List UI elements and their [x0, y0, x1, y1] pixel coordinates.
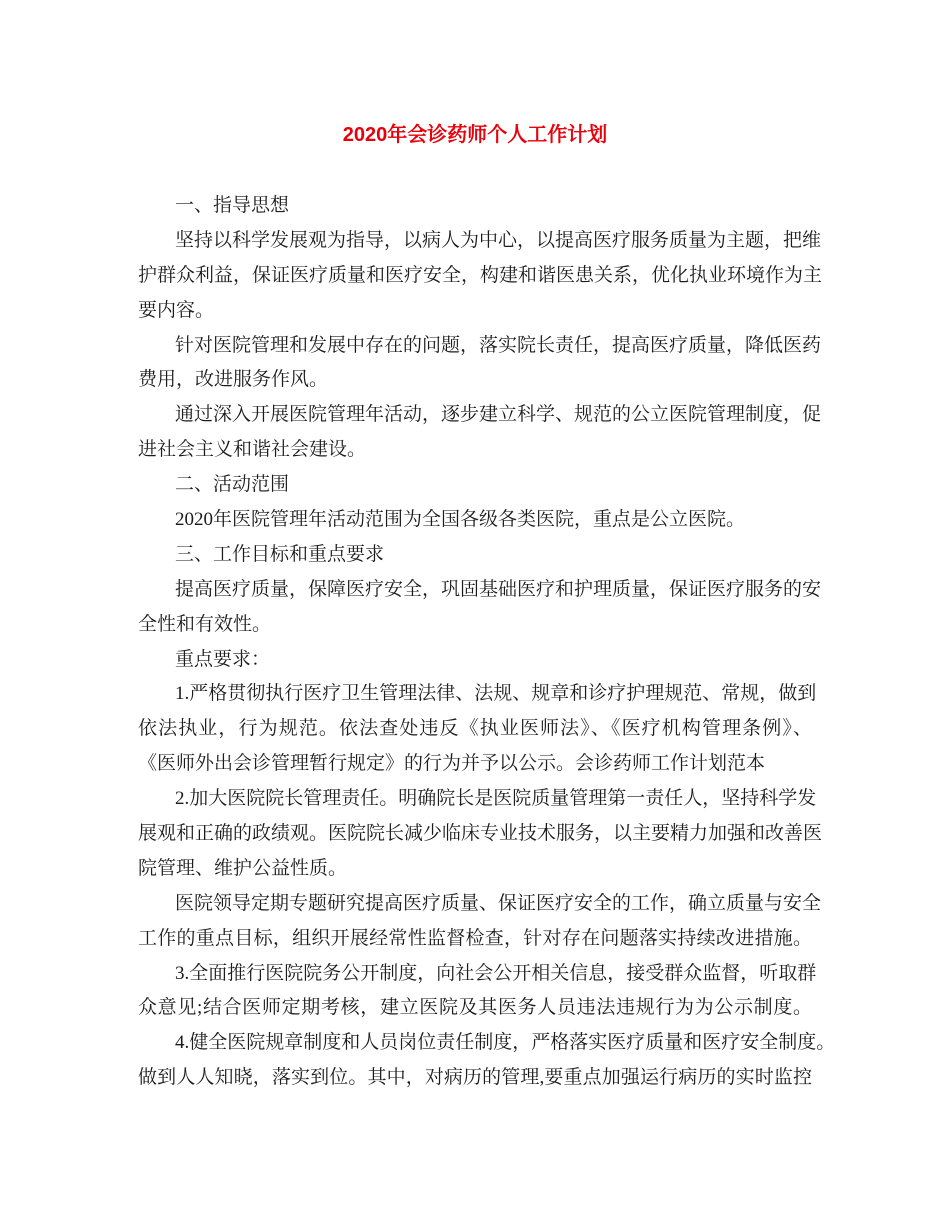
paragraph	[138, 782, 823, 887]
text-line: 进社会主义和谐社会建设。	[138, 439, 367, 461]
document-title: 2020年会诊药师个人工作计划	[342, 124, 608, 146]
text-line: 4.健全医院规章制度和人员岗位责任制度，严格落实医疗质量和医疗安全制度。	[175, 1032, 836, 1054]
paragraph	[138, 1026, 836, 1096]
paragraph	[138, 398, 822, 468]
text-line: 全性和有效性。	[138, 613, 272, 635]
paragraph	[138, 643, 812, 678]
text-line: 做到人人知晓，落实到位。其中，对病历的管理,要重点加强运行病历的实时监控	[138, 1067, 812, 1089]
text-line: 展观和正确的政绩观。医院院长减少临床专业技术服务，以主要精力加强和改善医	[138, 823, 823, 845]
section-heading	[138, 189, 812, 224]
paragraph	[138, 677, 817, 782]
text-line: 坚持以科学发展观为指导，以病人为中心，以提高医疗服务质量为主题，把维	[175, 229, 822, 251]
text-line: 重点要求：	[175, 648, 271, 670]
text-line: 众意见;结合医师定期考核，建立医院及其医务人员违法违规行为为公示制度。	[138, 997, 812, 1019]
text-line: 2020年医院管理年活动范围为全国各级各类医院，重点是公立医院。	[175, 509, 746, 531]
text-line: 费用，改进服务作风。	[138, 369, 329, 391]
section-heading	[138, 538, 812, 573]
text-line: 医院领导定期专题研究提高医疗质量、保证医疗安全的工作，确立质量与安全	[175, 892, 822, 914]
text-line: 护群众利益，保证医疗质量和医疗安全，构建和谐医患关系，优化执业环境作为主	[138, 264, 823, 286]
text-line: 通过深入开展医院管理年活动，逐步建立科学、规范的公立医院管理制度，促	[175, 404, 822, 426]
paragraph	[138, 503, 812, 538]
paragraph	[138, 329, 822, 399]
text-line: 提高医疗质量，保障医疗安全，巩固基础医疗和护理质量，保证医疗服务的安	[175, 578, 822, 600]
text-line: 1.严格贯彻执行医疗卫生管理法律、法规、规章和诊疗护理规范、常规，做到	[175, 683, 817, 705]
text-line: 三、工作目标和重点要求	[175, 543, 385, 565]
paragraph	[138, 224, 823, 329]
text-line: 针对医院管理和发展中存在的问题，落实院长责任，提高医疗质量，降低医药	[175, 334, 822, 356]
text-line: 院管理、维护公益性质。	[138, 857, 348, 879]
paragraph	[138, 957, 817, 1027]
text-line: 《医师外出会诊管理暂行规定》的行为并予以公示。会诊药师工作计划范本	[138, 753, 766, 775]
text-line: 要内容。	[138, 299, 215, 321]
document-body	[138, 189, 836, 1096]
text-line: 依法执业，行为规范。依法查处违反《执业医师法》、《医疗机构管理条例》、	[138, 718, 812, 740]
text-line: 一、指导思想	[175, 195, 290, 216]
text-line: 3.全面推行医院院务公开制度，向社会公开相关信息，接受群众监督，听取群	[175, 962, 817, 984]
paragraph	[138, 887, 822, 957]
section-heading	[138, 468, 812, 503]
text-line: 2.加大医院院长管理责任。明确院长是医院质量管理第一责任人，坚持科学发	[175, 788, 817, 810]
paragraph	[138, 573, 822, 643]
text-line: 二、活动范围	[175, 474, 290, 496]
text-line: 工作的重点目标，组织开展经常性监督检查，针对存在问题落实持续改进措施。	[138, 927, 812, 949]
